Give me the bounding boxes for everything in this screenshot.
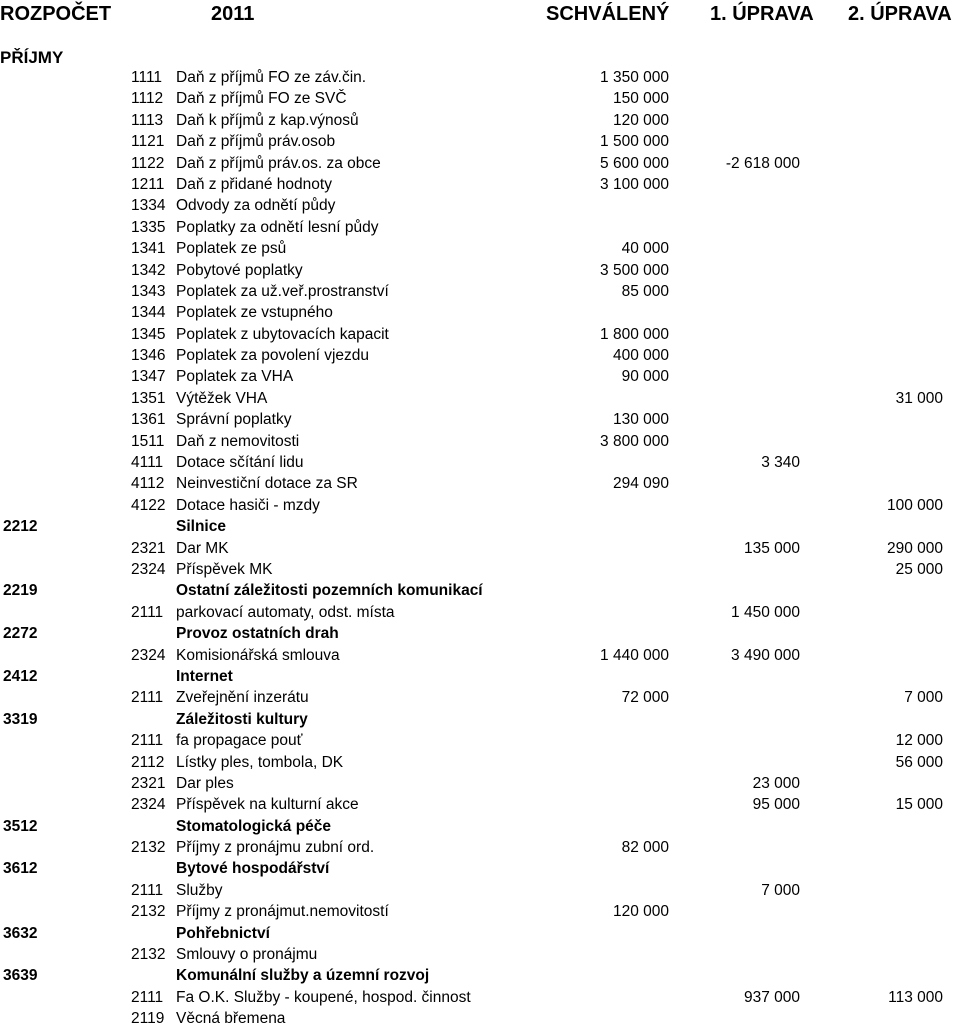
table-row (0, 730, 960, 751)
approved-value: 82 000 (621, 839, 669, 857)
group-row (0, 709, 960, 730)
table-row (0, 538, 960, 559)
group-row (0, 965, 960, 986)
item-label: Daň z příjmů práv.osob (176, 133, 336, 151)
table-row (0, 366, 960, 387)
revision-1-value: 937 000 (743, 988, 800, 1006)
item-label: Příspěvek na kulturní akce (176, 796, 359, 814)
group-row (0, 858, 960, 879)
item-label: Dar ples (176, 774, 234, 792)
group-row (0, 516, 960, 537)
revision-2-value: 15 000 (895, 796, 943, 814)
revision-2-value: 7 000 (904, 689, 943, 707)
table-row (0, 281, 960, 302)
item-code: 1343 (131, 282, 166, 300)
item-code: 1335 (131, 218, 166, 236)
approved-value: 400 000 (612, 347, 669, 365)
item-code: 2132 (131, 946, 166, 964)
table-row (0, 88, 960, 109)
approved-value: 130 000 (612, 411, 669, 429)
revision-1-value: 3 490 000 (731, 646, 800, 664)
table-row (0, 987, 960, 1008)
item-label: Daň z příjmů FO ze SVČ (176, 90, 347, 108)
item-label: Poplatek z ubytovacích kapacit (176, 325, 389, 343)
paragraph-code: 3512 (3, 817, 38, 835)
item-label: Poplatek ze vstupného (176, 304, 333, 322)
paragraph-code: 3632 (3, 924, 38, 942)
approved-value: 1 350 000 (600, 69, 669, 86)
item-label: Daň z nemovitosti (176, 432, 300, 450)
item-label: Smlouvy o pronájmu (176, 946, 318, 964)
group-row (0, 923, 960, 944)
item-code: 2111 (131, 988, 164, 1006)
budget-title: ROZPOČET (0, 3, 112, 25)
item-label: Provoz ostatních drah (176, 625, 339, 643)
item-label: Příjmy z pronájmut.nemovitostí (176, 903, 389, 921)
approved-value: 3 500 000 (600, 261, 669, 279)
table-row (0, 131, 960, 152)
item-code: 1112 (131, 90, 164, 108)
paragraph-code: 2272 (3, 625, 38, 643)
table-row (0, 153, 960, 174)
item-code: 2324 (131, 796, 166, 814)
table-row (0, 67, 960, 88)
item-code: 1122 (131, 154, 165, 172)
table-row (0, 687, 960, 708)
approved-value: 40 000 (621, 240, 669, 258)
approved-value: 120 000 (612, 903, 669, 921)
paragraph-code: 3319 (3, 710, 38, 728)
item-code: 1121 (131, 133, 165, 151)
item-label: fa propagace pouť (176, 732, 303, 750)
group-row (0, 623, 960, 644)
item-code: 1345 (131, 325, 166, 343)
approved-value: 1 500 000 (600, 133, 669, 151)
approved-value: 5 600 000 (600, 154, 669, 172)
item-code: 2111 (131, 732, 164, 750)
item-code: 1211 (131, 175, 165, 193)
approved-value: 294 090 (612, 475, 669, 493)
item-label: Ostatní záležitosti pozemních komunikací (176, 582, 483, 600)
item-label: Bytové hospodářství (176, 860, 330, 878)
item-code: 2119 (131, 1010, 165, 1028)
column-header-revision-1: 1. ÚPRAVA (710, 3, 814, 25)
item-code: 4111 (131, 454, 164, 472)
revision-1-value: 3 340 (761, 454, 800, 472)
revision-2-value: 100 000 (886, 496, 943, 514)
item-code: 4122 (131, 496, 166, 514)
column-header-revision-2: 2. ÚPRAVA (848, 3, 952, 25)
approved-value: 3 100 000 (600, 175, 669, 193)
item-code: 1334 (131, 197, 166, 215)
item-code: 4112 (131, 475, 165, 493)
item-label: Komisionářská smlouva (176, 646, 340, 664)
item-label: Příspěvek MK (176, 560, 273, 578)
budget-table (0, 67, 960, 1030)
revision-2-value: 12 000 (895, 732, 943, 750)
item-code: 2321 (131, 539, 166, 557)
item-label: Daň k příjmů z kap.výnosů (176, 111, 359, 129)
revision-1-value: 7 000 (761, 881, 800, 899)
table-row (0, 794, 960, 815)
item-code: 2321 (131, 774, 166, 792)
revision-2-value: 290 000 (886, 539, 943, 557)
table-header (0, 0, 960, 30)
paragraph-code: 3639 (3, 967, 38, 985)
item-code: 1351 (131, 389, 166, 407)
group-row (0, 816, 960, 837)
table-row (0, 302, 960, 323)
table-row (0, 452, 960, 473)
item-label: Pobytové poplatky (176, 261, 303, 279)
item-label: Poplatek za VHA (176, 368, 294, 386)
table-row (0, 901, 960, 922)
table-row (0, 388, 960, 409)
table-row (0, 773, 960, 794)
table-row (0, 238, 960, 259)
paragraph-code: 2412 (3, 667, 38, 685)
group-row (0, 580, 960, 601)
approved-value: 85 000 (621, 282, 669, 300)
item-label: Daň z příjmů práv.os. za obce (176, 154, 381, 172)
table-row (0, 473, 960, 494)
item-label: Daň z přidané hodnoty (176, 175, 332, 193)
approved-value: 90 000 (621, 368, 669, 386)
item-label: Silnice (176, 518, 226, 536)
item-code: 1347 (131, 368, 166, 386)
revision-1-value: 135 000 (743, 539, 800, 557)
item-code: 1111 (131, 69, 163, 86)
table-row (0, 559, 960, 580)
table-row (0, 837, 960, 858)
table-row (0, 174, 960, 195)
item-code: 2132 (131, 839, 166, 857)
table-row (0, 431, 960, 452)
column-header-approved: SCHVÁLENÝ (546, 3, 670, 25)
approved-value: 1 800 000 (600, 325, 669, 343)
approved-value: 120 000 (612, 111, 669, 129)
item-label: Věcná břemena (176, 1010, 286, 1028)
table-row (0, 110, 960, 131)
revision-1-value: 23 000 (752, 774, 800, 792)
item-label: Internet (176, 667, 233, 685)
table-row (0, 944, 960, 965)
item-code: 1113 (131, 111, 164, 129)
item-label: Poplatky za odnětí lesní půdy (176, 218, 379, 236)
item-label: Daň z příjmů FO ze záv.čin. (176, 69, 367, 86)
item-code: 2111 (131, 881, 164, 899)
item-label: Příjmy z pronájmu zubní ord. (176, 839, 375, 857)
revision-1-value: -2 618 000 (725, 154, 800, 172)
item-label: Pohřebnictví (176, 924, 270, 942)
item-code: 2112 (131, 753, 165, 771)
item-code: 1511 (131, 432, 165, 450)
approved-value: 1 440 000 (600, 646, 669, 664)
item-code: 2324 (131, 560, 166, 578)
item-label: Výtěžek VHA (176, 389, 268, 407)
table-row (0, 1008, 960, 1029)
item-label: Dotace hasiči - mzdy (176, 496, 320, 514)
approved-value: 3 800 000 (600, 432, 669, 450)
section-title-income: PŘÍJMY (0, 48, 64, 67)
budget-year: 2011 (211, 3, 255, 25)
table-row (0, 602, 960, 623)
item-label: Komunální služby a územní rozvoj (176, 967, 430, 985)
item-label: Lístky ples, tombola, DK (176, 753, 344, 771)
item-label: Zveřejnění inzerátu (176, 689, 309, 707)
item-code: 1341 (131, 240, 166, 258)
table-row (0, 217, 960, 238)
item-label: Správní poplatky (176, 411, 292, 429)
item-code: 2132 (131, 903, 166, 921)
item-label: Dar MK (176, 539, 229, 557)
revision-1-value: 1 450 000 (731, 603, 800, 621)
item-code: 1361 (131, 411, 166, 429)
paragraph-code: 2212 (3, 518, 38, 536)
table-row (0, 260, 960, 281)
item-label: parkovací automaty, odst. místa (176, 603, 395, 621)
table-row (0, 752, 960, 773)
item-code: 2111 (131, 689, 164, 707)
table-row (0, 645, 960, 666)
item-label: Neinvestiční dotace za SR (176, 475, 358, 493)
revision-2-value: 25 000 (895, 560, 943, 578)
approved-value: 72 000 (621, 689, 669, 707)
item-code: 1344 (131, 304, 166, 322)
item-code: 2111 (131, 603, 164, 621)
item-label: Poplatek za povolení vjezdu (176, 347, 370, 365)
paragraph-code: 2219 (3, 582, 38, 600)
item-code: 2324 (131, 646, 166, 664)
item-label: Fa O.K. Služby - koupené, hospod. činnost (176, 988, 471, 1006)
group-row (0, 666, 960, 687)
table-row (0, 409, 960, 430)
revision-2-value: 113 000 (888, 988, 943, 1006)
revision-2-value: 31 000 (895, 389, 943, 407)
table-row (0, 880, 960, 901)
item-label: Služby (176, 881, 223, 899)
approved-value: 150 000 (612, 90, 669, 108)
table-row (0, 195, 960, 216)
item-label: Záležitosti kultury (176, 710, 308, 728)
item-code: 1346 (131, 347, 166, 365)
item-label: Poplatek za už.veř.prostranství (176, 282, 389, 300)
item-code: 1342 (131, 261, 166, 279)
paragraph-code: 3612 (3, 860, 38, 878)
table-row (0, 495, 960, 516)
item-label: Dotace sčítání lidu (176, 454, 304, 472)
revision-2-value: 56 000 (895, 753, 943, 771)
table-row (0, 324, 960, 345)
item-label: Stomatologická péče (176, 817, 332, 835)
item-label: Odvody za odnětí půdy (176, 197, 336, 215)
table-row (0, 345, 960, 366)
item-label: Poplatek ze psů (176, 240, 287, 258)
revision-1-value: 95 000 (752, 796, 800, 814)
